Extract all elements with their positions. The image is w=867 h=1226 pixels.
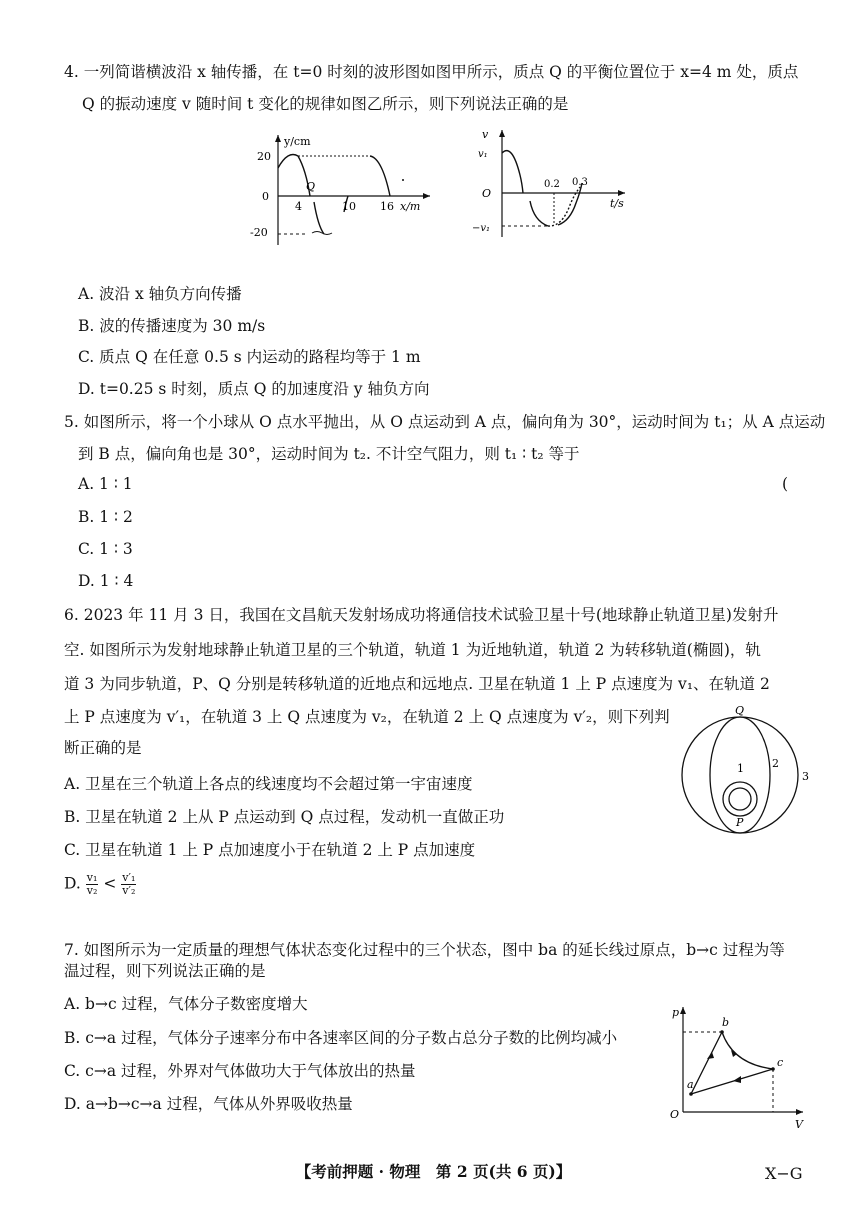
q6-stem-line-2: 空. 如图所示为发射地球静止轨道卫星的三个轨道，轨道 1 为近地轨道，轨道 2 为转移轨道(椭圆)，轨 <box>64 641 761 659</box>
q6-option-a: A. 卫星在三个轨道上各点的线速度均不会超过第一宇宙速度 <box>64 775 473 793</box>
q4-stem-line-2: Q 的振动速度 v 随时间 t 变化的规律如图乙所示，则下列说法正确的是 <box>82 95 569 113</box>
q4-jia-xtick-4: 4 <box>295 200 302 213</box>
q4-yi-v-top: v₁ <box>478 149 488 160</box>
q6-stem-line-4: 上 P 点速度为 v′₁，在轨道 3 上 Q 点速度为 v₂，在轨道 2 上 Q 点速度为 v′₂，则下列判 <box>64 708 670 726</box>
q6-fig-orbit-3: 3 <box>802 770 809 783</box>
q4-jia-xtick-16: 16 <box>380 200 394 213</box>
q6-option-d-den-1: v₂ <box>86 884 98 897</box>
q6-option-b: B. 卫星在轨道 2 上从 P 点运动到 Q 点过程，发动机一直做正功 <box>64 808 505 826</box>
q4-yi-ttick-0-2: 0.2 <box>544 179 560 190</box>
q5-option-a: A. 1 ∶ 1 <box>78 475 133 493</box>
q6-option-d-num-1: v₁ <box>86 871 98 884</box>
q6-stem-line-5: 断正确的是 <box>64 739 142 757</box>
q4-jia-ylabel: y/cm <box>284 135 311 148</box>
q6-stem-line-3: 道 3 为同步轨道，P、Q 分别是转移轨道的近地点和远地点. 卫星在轨道 1 上 P 点速度为 v₁、在轨道 2 <box>64 675 770 693</box>
q6-option-d-label: D. <box>64 874 81 893</box>
q7-fig-axis-p: p <box>672 1006 680 1019</box>
page-footer: 【考前押题 · 物理 第 2 页(共 6 页)】 <box>295 1162 572 1181</box>
q6-option-d-den-2: v′₂ <box>122 884 136 897</box>
q6-stem-line-1: 6. 2023 年 11 月 3 日，我国在文昌航天发射场成功将通信技术试验卫星十号(地球静止轨道卫星)发射升 <box>64 606 779 624</box>
q6-option-d-fraction-1 <box>86 872 99 897</box>
q4-jia-point-q: Q <box>306 180 316 193</box>
q5-margin-mark: ( <box>782 475 789 493</box>
q6-fig-point-p: P <box>736 816 744 829</box>
q7-fig-axis-v: V <box>795 1118 803 1131</box>
q4-yi-xlabel: t/s <box>610 197 624 210</box>
q4-option-c: C. 质点 Q 在任意 0.5 s 内运动的路程均等于 1 m <box>78 348 421 366</box>
q7-option-d: D. a→b→c→a 过程，气体从外界吸收热量 <box>64 1095 353 1113</box>
q7-fig-state-a: a <box>687 1078 694 1091</box>
q4-option-d: D. t=0.25 s 时刻，质点 Q 的加速度沿 y 轴负方向 <box>78 380 430 398</box>
q4-option-a: A. 波沿 x 轴负方向传播 <box>78 285 242 303</box>
q4-jia-xlabel: x/m <box>400 200 421 213</box>
q4-yi-v-bottom: −v₁ <box>472 223 491 234</box>
q4-figure-jia <box>240 130 440 250</box>
q7-option-b: B. c→a 过程，气体分子速率分布中各速率区间的分子数占总分子数的比例均减小 <box>64 1029 618 1047</box>
q6-fig-orbit-2: 2 <box>772 757 779 770</box>
q7-option-c: C. c→a 过程，外界对气体做功大于气体放出的热量 <box>64 1062 416 1080</box>
q5-option-b: B. 1 ∶ 2 <box>78 508 133 526</box>
q7-fig-origin: O <box>670 1108 680 1121</box>
q6-option-d-num-2: v′₁ <box>122 871 136 884</box>
q7-fig-state-c: c <box>777 1056 784 1069</box>
q5-stem-line-2: 到 B 点，偏向角也是 30°，运动时间为 t₂. 不计空气阻力，则 t₁ ∶ t₂ 等于 <box>78 445 580 463</box>
q7-stem-line-2: 温过程，则下列说法正确的是 <box>64 962 266 980</box>
q6-option-c: C. 卫星在轨道 1 上 P 点加速度小于在轨道 2 上 P 点加速度 <box>64 841 476 859</box>
q7-pv-figure <box>665 1002 810 1132</box>
q4-figure-yi <box>470 125 640 245</box>
q6-option-d-relation: < <box>103 874 117 893</box>
q7-fig-state-b: b <box>722 1016 730 1029</box>
q6-option-d <box>64 872 136 897</box>
q4-yi-ttick-0-3: 0.3 <box>572 177 588 188</box>
q4-yi-origin: O <box>482 187 492 200</box>
q6-fig-point-q: Q <box>735 705 745 717</box>
q4-option-b: B. 波的传播速度为 30 m/s <box>78 317 266 335</box>
q4-stem-line-1: 4. 一列简谐横波沿 x 轴传播，在 t=0 时刻的波形图如图甲所示，质点 Q 的平衡位置位于 x=4 m 处，质点 <box>64 63 799 81</box>
q4-jia-y-top: 20 <box>257 150 271 163</box>
q4-jia-origin: 0 <box>262 190 269 203</box>
q5-option-d: D. 1 ∶ 4 <box>78 572 134 590</box>
q4-yi-ylabel: v <box>482 128 489 141</box>
q7-stem-line-1: 7. 如图所示为一定质量的理想气体状态变化过程中的三个状态，图中 ba 的延长线过原点，b→c 过程为等 <box>64 941 785 959</box>
q5-option-c: C. 1 ∶ 3 <box>78 540 133 558</box>
paper-code: X−G <box>765 1164 803 1183</box>
q6-option-d-fraction-2 <box>121 872 136 897</box>
q4-jia-xtick-10: 10 <box>342 200 356 213</box>
q6-orbit-figure <box>675 705 815 845</box>
q4-jia-y-bottom: -20 <box>250 226 268 239</box>
q6-fig-orbit-1: 1 <box>737 762 744 775</box>
q5-stem-line-1: 5. 如图所示，将一个小球从 O 点水平抛出，从 O 点运动到 A 点，偏向角为 30°，运动时间为 t₁；从 A 点运动 <box>64 413 826 431</box>
q7-option-a: A. b→c 过程，气体分子数密度增大 <box>64 995 308 1013</box>
